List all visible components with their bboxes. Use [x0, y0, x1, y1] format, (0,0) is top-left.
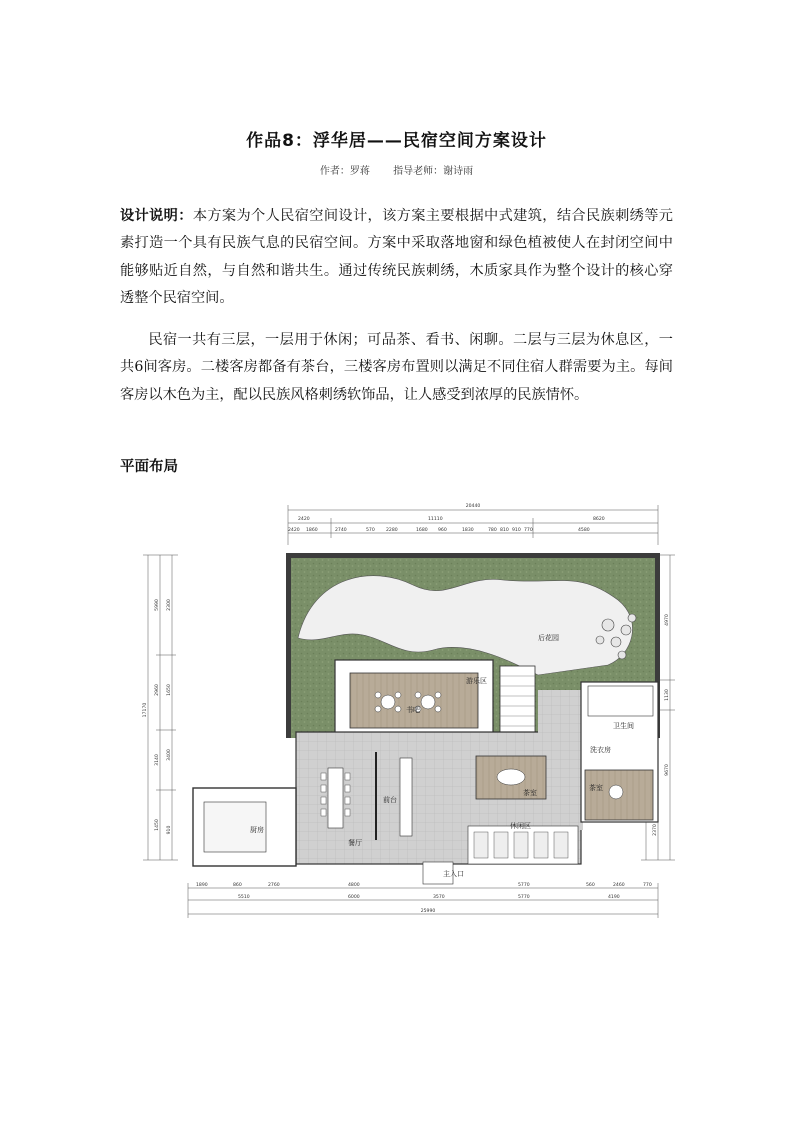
- tea-table: [497, 769, 525, 785]
- tea-room-label: 茶室: [523, 789, 537, 797]
- dim-label: 4800: [348, 883, 360, 888]
- dim-label: 4970: [665, 614, 670, 626]
- lounge-label: 休闲区: [510, 822, 531, 830]
- dim-label: 2280: [386, 528, 398, 533]
- dim-label: 560: [586, 883, 595, 888]
- dim-label: 11110: [428, 517, 443, 522]
- dim-label: 2460: [613, 883, 625, 888]
- dim-label: 1650: [167, 684, 172, 696]
- reception-desk: [400, 758, 412, 836]
- dim-label: 3140: [155, 754, 160, 766]
- dim-label: 2420: [298, 517, 310, 522]
- dim-label: 910: [167, 825, 172, 835]
- dim-label: 1860: [306, 528, 318, 533]
- bookbar-label: 书吧: [406, 706, 420, 714]
- dim-label: 2300: [167, 599, 172, 611]
- dim-label: 4580: [578, 528, 590, 533]
- floor-plan: [138, 490, 678, 930]
- dim-label: 5770: [518, 895, 530, 900]
- dim-label: 3570: [433, 895, 445, 900]
- staircase: [500, 666, 535, 736]
- dim-label: 4190: [608, 895, 620, 900]
- author-name: 作者：罗蒋: [319, 166, 370, 177]
- tea-room-2-label: 茶室: [589, 784, 603, 792]
- dim-label: 1890: [196, 883, 208, 888]
- dim-label: 2420: [288, 528, 300, 533]
- dim-label: 2370: [653, 824, 658, 836]
- dim-label: 1130: [665, 689, 670, 701]
- laundry-label: 洗衣房: [590, 746, 611, 754]
- document-title: 作品8：浮华居——民宿空间方案设计: [246, 131, 547, 151]
- play-area-label: 游乐区: [466, 677, 487, 685]
- dim-label: 570: [366, 528, 375, 533]
- dim-label: 860: [233, 883, 242, 888]
- dim-top-row1: [298, 516, 605, 522]
- advisor-name: 指导老师：谢诗雨: [393, 166, 474, 177]
- dim-label: 9670: [665, 764, 670, 776]
- dim-top-row2: [288, 527, 590, 533]
- design-description-paragraph: [120, 203, 673, 312]
- dim-top-total: 20440: [465, 504, 481, 509]
- dim-label: 810: [500, 528, 509, 533]
- dim-label: 2760: [268, 883, 280, 888]
- dim-label: 5510: [238, 895, 250, 900]
- dim-label: 910: [512, 528, 521, 533]
- section-heading: 平面布局: [120, 459, 178, 475]
- dim-label: 8620: [593, 517, 605, 522]
- dim-label: 770: [524, 528, 533, 533]
- dim-left-values: [154, 599, 172, 834]
- dim-left-total: 17170: [143, 702, 148, 718]
- kitchen-label: 厨房: [250, 826, 264, 834]
- author-line: [0, 162, 793, 177]
- dining-table: [328, 768, 343, 828]
- dim-bottom-row2: [238, 894, 620, 900]
- paragraph-body: 本方案为个人民宿空间设计，该方案主要根据中式建筑，结合民族刺绣等元素打造一个具有民族气息的民宿空间。方案中采取落地窗和绿色植被使人在封闭空间中能够贴近自然，与自然和谐共生。通过传统民族刺绣，木质家具作为整个设计的核心穿透整个民宿空间。: [120, 208, 673, 306]
- toilet-label: 卫生间: [613, 722, 634, 730]
- dim-label: 3400: [167, 749, 172, 761]
- dim-label: 960: [438, 528, 447, 533]
- dim-bottom-total: 25990: [420, 909, 436, 914]
- dim-label: 2960: [155, 684, 160, 696]
- garden-label: 后花园: [538, 634, 559, 642]
- dining-label: 餐厅: [348, 839, 362, 847]
- dim-label: 1830: [462, 528, 474, 533]
- entrance-label: 主入口: [443, 870, 464, 878]
- toilet-room: [588, 686, 653, 716]
- dim-label: 5770: [518, 883, 530, 888]
- top-dimension-lines: [288, 505, 658, 545]
- left-dimension-lines: [143, 555, 178, 860]
- dim-label: 2740: [335, 528, 347, 533]
- paragraph-lead: 设计说明：: [120, 208, 193, 224]
- dim-label: 770: [643, 883, 652, 888]
- tea-room-2-table: [609, 785, 623, 799]
- bookbar-room: [350, 673, 478, 728]
- reception-label: 前台: [383, 796, 397, 804]
- lounge-sofas: [474, 832, 568, 858]
- layout-description-paragraph: 民宿一共有三层，一层用于休闲；可品茶、看书、闲聊。二层与三层为休息区，一共6间客房。二楼客房都备有茶台，三楼客房布置则以满足不同住宿人群需要为主。每间客房以木色为主，配以民族风格刺绣软饰品，让人感受到浓厚的民族情怀。: [120, 332, 673, 403]
- dim-label: 6000: [348, 895, 360, 900]
- dim-label: 780: [488, 528, 497, 533]
- dim-label: 1680: [416, 528, 428, 533]
- dim-label: 1450: [155, 819, 160, 831]
- dim-label: 5990: [155, 599, 160, 611]
